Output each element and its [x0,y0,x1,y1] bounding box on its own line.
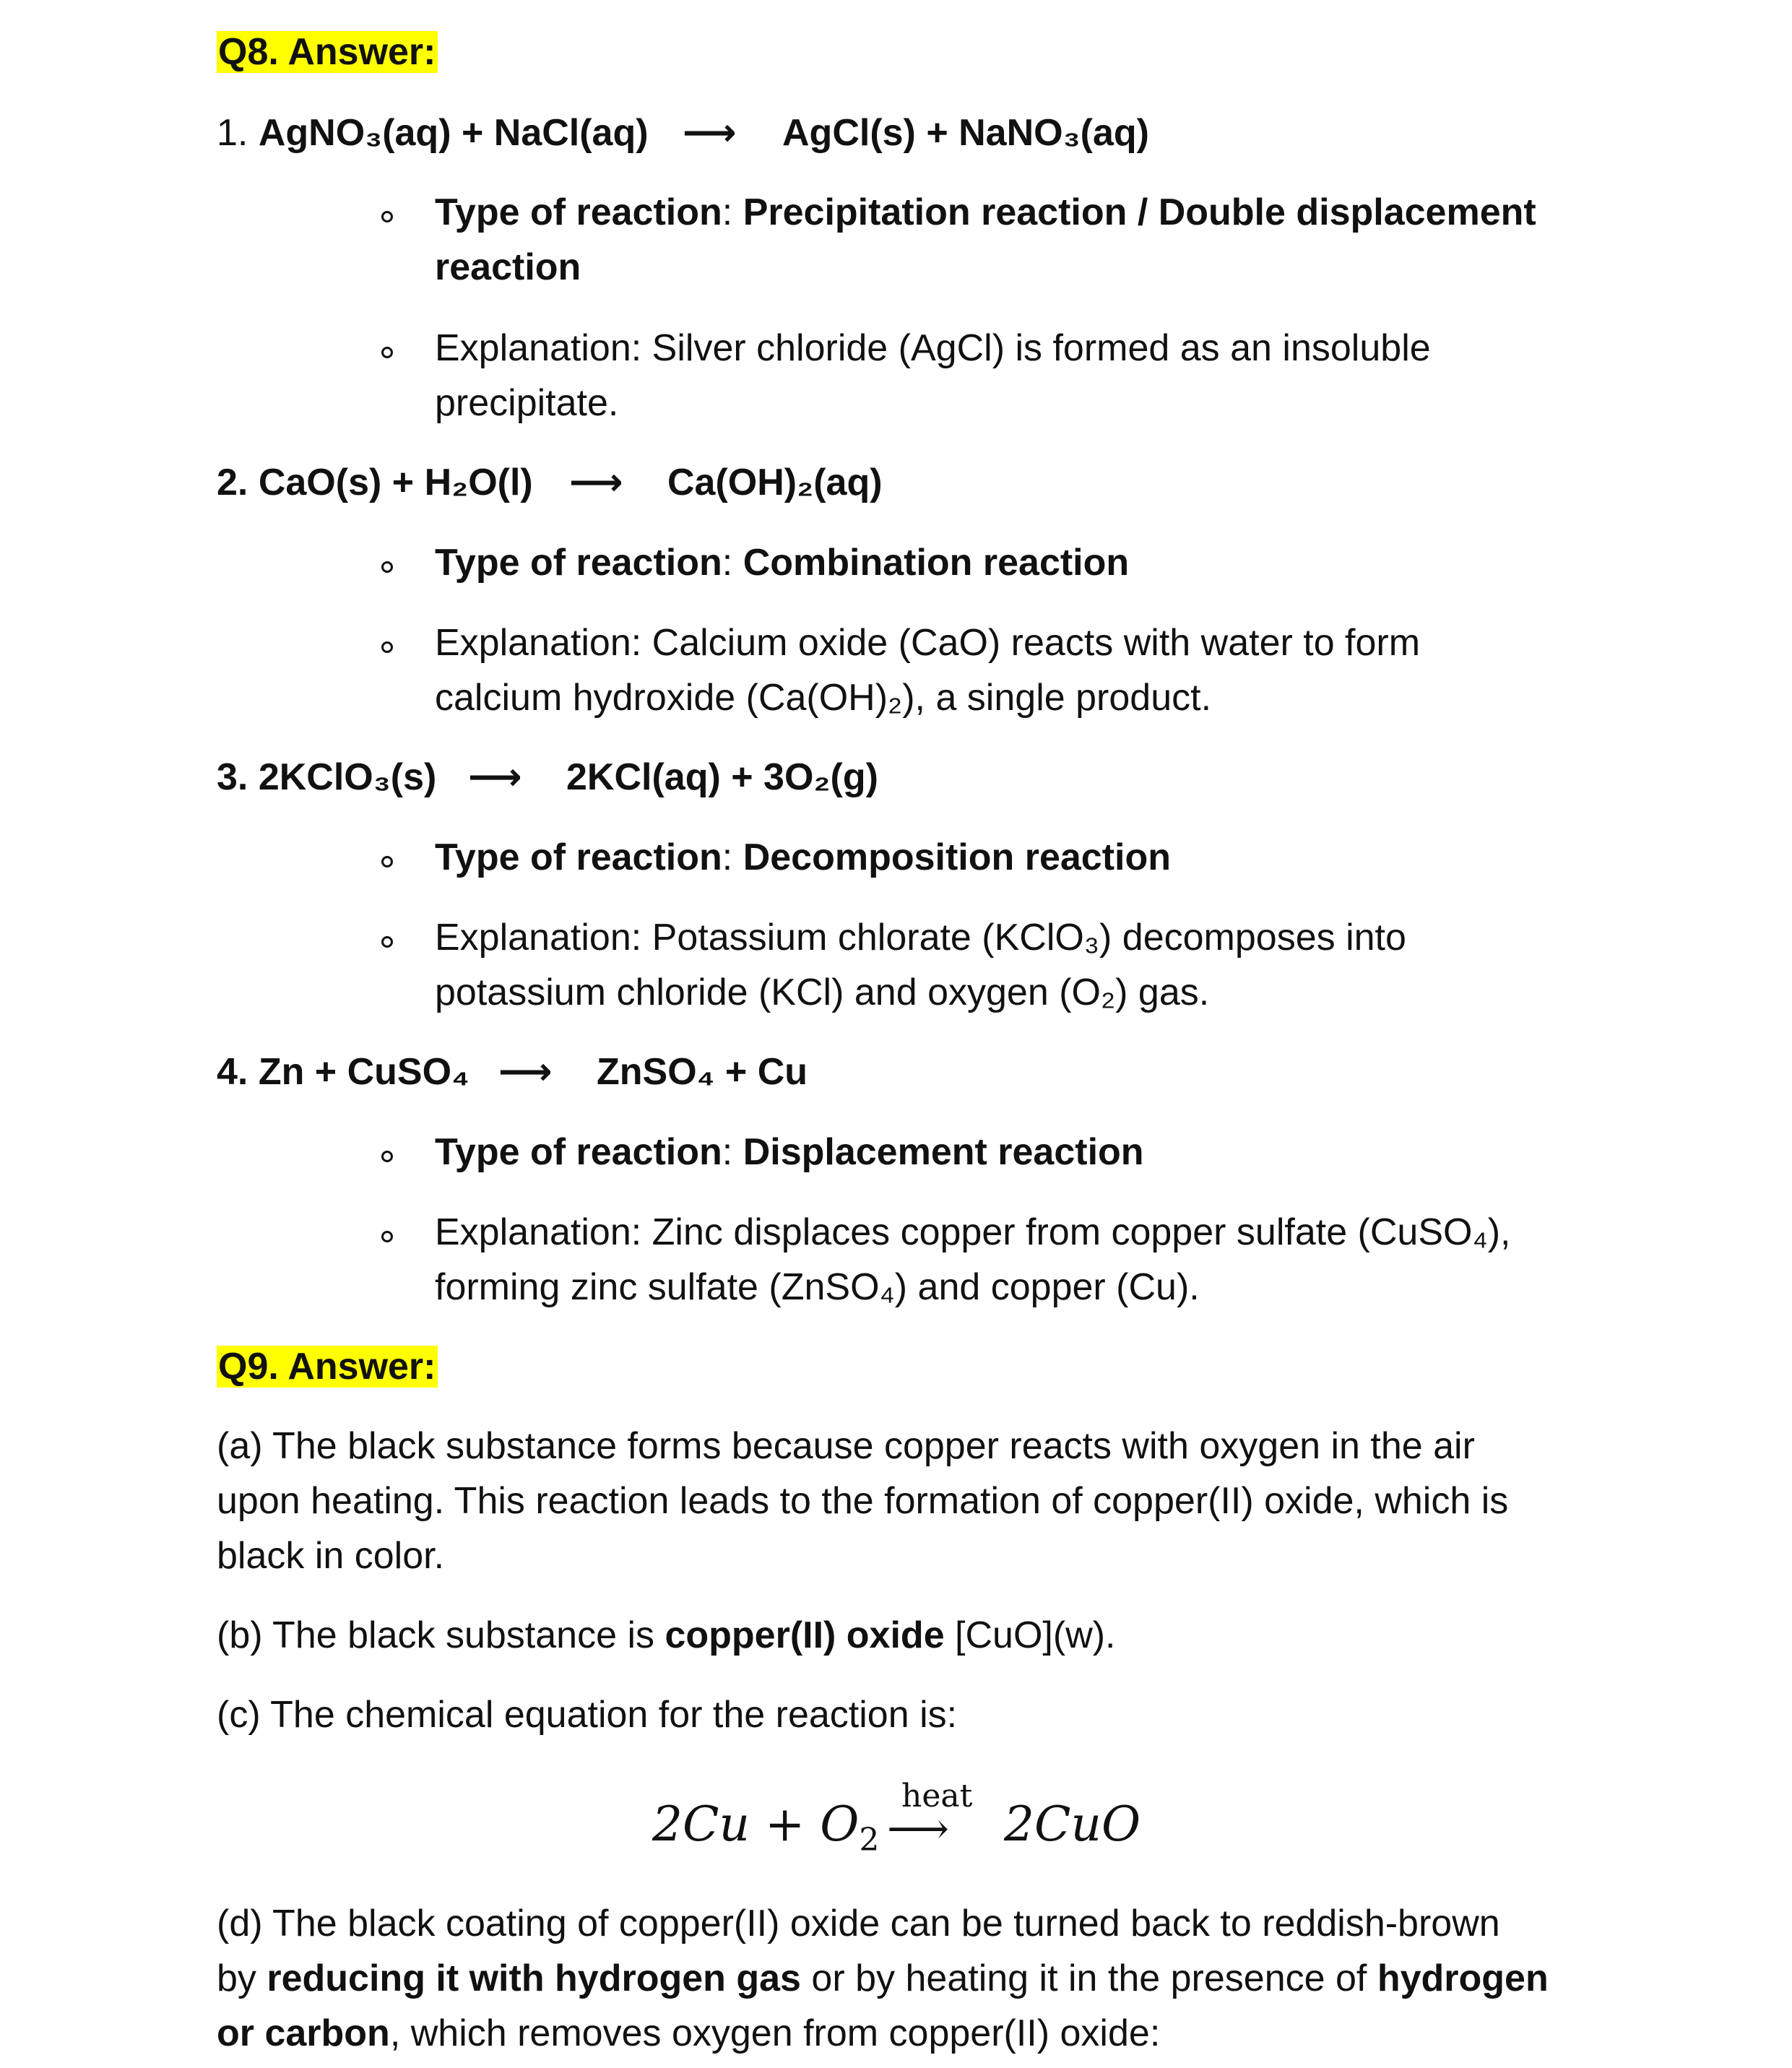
equation-products: 2CuO [1004,1796,1141,1852]
reaction-2-equation: 2. CaO(s) + H₂O(l) [217,462,533,503]
bullet-icon [381,1151,393,1162]
reaction-1-type: Type of reaction: Precipitation reaction / Double displacement [435,191,1536,233]
reaction-3-equation: 3. 2KClO₃(s) [217,756,437,798]
q9-part-d: (d) The black coating of copper(II) oxide can be turned back to reddish-brown [217,1903,1500,1944]
bullet-icon [381,347,393,358]
q9-part-b: (b) The black substance is copper(II) oxide [CuO](w). [217,1614,1116,1656]
reaction-1-equation [217,105,649,160]
reaction-1-number: 1. [217,112,248,154]
q9-part-a-cont: upon heating. This reaction leads to the formation of copper(II) oxide, which is [217,1480,1509,1522]
equation-arrow: ⟶ [887,1804,950,1854]
reaction-4-arrow: ⟶ [498,1051,553,1093]
reaction-2-type: Type of reaction: Combination reaction [435,542,1130,584]
reaction-3-type: Type of reaction: Decomposition reaction [435,836,1171,878]
reaction-4-equation: 4. Zn + CuSO₄ [217,1051,469,1093]
reaction-4-explanation: Explanation: Zinc displaces copper from copper sulfate (CuSO₄), [435,1211,1511,1253]
reaction-1-products: AgCl(s) + NaNO₃(aq) [782,112,1149,154]
reaction-4-explanation-cont: forming zinc sulfate (ZnSO₄) and copper (Cu). [435,1266,1200,1308]
reaction-3-explanation: Explanation: Potassium chlorate (KClO₃) decomposes into [435,917,1406,959]
q9-part-a: (a) The black substance forms because copper reacts with oxygen in the air [217,1425,1475,1467]
reaction-3-arrow: ⟶ [468,756,522,798]
bullet-icon [381,856,393,868]
reaction-1-reactants: AgNO₃(aq) + NaCl(aq) [258,112,649,154]
reaction-2-explanation-cont: calcium hydroxide (Ca(OH)₂), a single product. [435,677,1212,719]
reaction-4-type: Type of reaction: Displacement reaction [435,1131,1144,1173]
reaction-4-products: ZnSO₄ + Cu [597,1051,808,1093]
reaction-1-explanation: Explanation: Silver chloride (AgCl) is formed as an insoluble [435,327,1431,369]
equation-condition: heat [901,1778,973,1814]
reaction-1-type-cont: reaction [435,246,581,288]
reaction-2-explanation: Explanation: Calcium oxide (CaO) reacts with water to form [435,622,1421,664]
bullet-icon [381,641,393,653]
q9-part-c: (c) The chemical equation for the reaction is: [217,1694,958,1736]
reaction-1-arrow: ⟶ [683,112,737,154]
q9-heading: Q9. Answer: [218,1346,436,1388]
q8-heading: Q8. Answer: [218,31,436,73]
reaction-2-products: Ca(OH)₂(aq) [667,462,883,503]
reaction-3-explanation-cont: potassium chloride (KCl) and oxygen (O₂) gas. [435,972,1210,1013]
reaction-3-products: 2KCl(aq) + 3O₂(g) [566,756,878,798]
reaction-1-explanation-cont: precipitate. [435,382,619,424]
reaction-2-arrow: ⟶ [569,462,623,503]
bullet-icon [381,561,393,573]
bullet-icon [381,1231,393,1242]
q9-part-a-cont2: black in color. [217,1535,445,1577]
bullet-icon [381,211,393,222]
q9-part-d-cont: by reducing it with hydrogen gas or by heating it in the presence of hydrogen [217,1957,1549,1999]
q9-part-d-cont2: or carbon, which removes oxygen from copper(II) oxide: [217,2012,1161,2054]
equation-reactants: $2Cu + O_2$ [652,1796,880,1859]
bullet-icon [381,936,393,948]
